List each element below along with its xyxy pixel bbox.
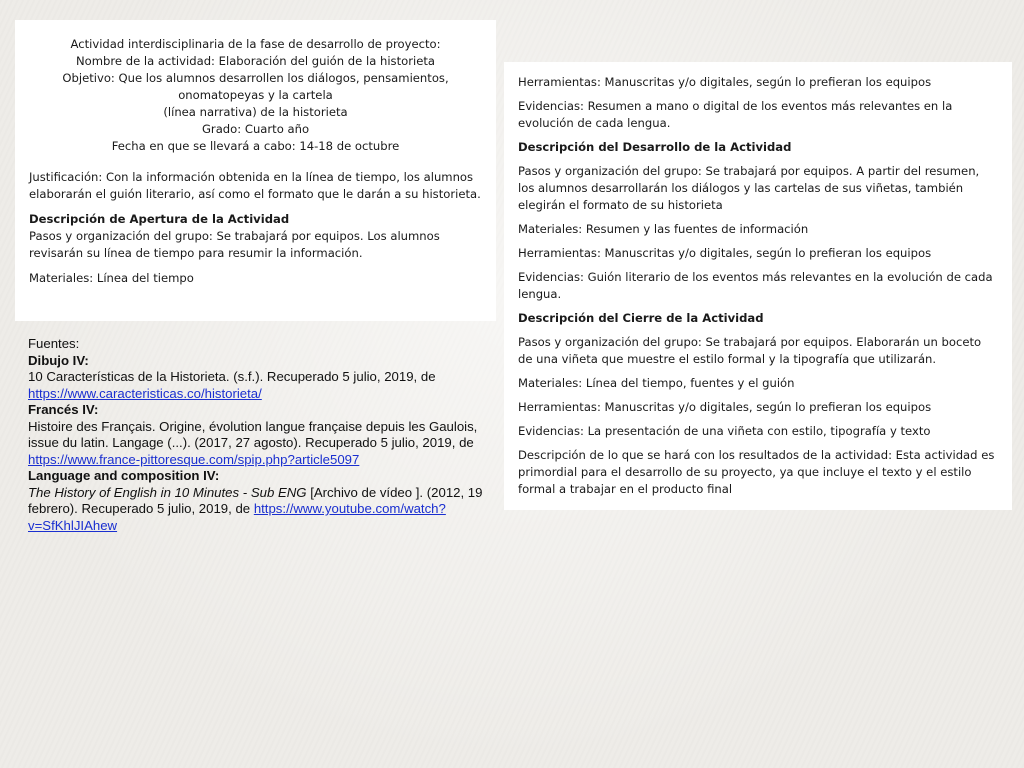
activity-objective: Objetivo: Que los alumnos desarrollen los diálogos, pensamientos, onomatopeyas y la cartela (línea narrativa) de la historieta [62, 71, 449, 119]
drawing-label: Dibujo IV: [28, 352, 89, 368]
left-document-scan [15, 20, 496, 321]
activity-name: Nombre de la actividad: Elaboración del guión de la historieta [75, 54, 436, 68]
development-heading: Descripción del Desarrollo de la Actividad [518, 140, 792, 154]
opening-steps: Pasos y organización del grupo: Se trabajará por equipos. Los alumnos revisarán su línea de tiempo para resumir la información. [29, 229, 440, 260]
french-source-link[interactable]: https://www.france-pittoresque.com/spip.php?article5097 [28, 451, 360, 467]
sources-heading: Fuentes: [28, 336, 80, 351]
english-reference: The History of English in 10 Minutes - Sub ENG [Archivo de vídeo ]. (2012, 19 febrero). Recuperado 5 julio, 2019, de https://www.youtube.com/watch?v=SfKhlJIAhew [28, 484, 483, 533]
activity-title: Actividad interdisciplinaria de la fase de desarrollo de proyecto: [70, 37, 441, 51]
materials-2: Materiales: Resumen y las fuentes de información [518, 222, 809, 236]
english-label: Language and composition IV: [28, 468, 220, 483]
activity-date: Fecha en que se llevará a cabo: 14-18 de octubre [111, 139, 400, 153]
evidence-1: Evidencias: Resumen a mano o digital de los eventos más relevantes en la evolución de cada lengua. [518, 99, 953, 130]
sources-section [28, 336, 498, 534]
activity-grade: Grado: Cuarto año [201, 122, 310, 136]
tools-3: Herramientas: Manuscritas y/o digitales, según lo prefieran los equipos [518, 400, 932, 414]
tools-2: Herramientas: Manuscritas y/o digitales, según lo prefieran los equipos [518, 246, 932, 260]
french-label: Francés IV: [28, 402, 99, 417]
english-source-link[interactable]: https://www.youtube.com/watch?v=SfKhlJIAhew [28, 501, 446, 533]
french-reference: Histoire des Français. Origine, évolution langue française depuis les Gaulois, issue du latin. Langage (...). (2017, 27 agosto). Recuperado 5 julio, 2019, de https://www.france-pittoresque.com/spip.php?article5097 [28, 418, 478, 467]
opening-materials: Materiales: Línea del tiempo [29, 271, 194, 285]
justification: Justificación: Con la información obtenida en la línea de tiempo, los alumnos elaborarán el guión literario, así como el formato que le darán a su historieta. [29, 170, 481, 201]
opening-heading: Descripción de Apertura de la Actividad [29, 212, 290, 226]
results-description: Descripción de lo que se hará con los resultados de la actividad: Esta actividad es primordial para el desarrollo de su proyecto, ya que incluye el texto y el estilo formal a trabajar en el producto final [518, 448, 995, 496]
right-document-scan [504, 62, 1012, 510]
tools-1: Herramientas: Manuscritas y/o digitales, según lo prefieran los equipos [518, 75, 932, 89]
drawing-source-link[interactable]: https://www.caracteristicas.co/historieta/ [28, 385, 262, 401]
evidence-3: Evidencias: La presentación de una viñeta con estilo, tipografía y texto [518, 424, 931, 438]
english-video-title: The History of English in 10 Minutes - Sub ENG [28, 484, 307, 500]
closing-steps: Pasos y organización del grupo: Se trabajará por equipos. Elaborarán un boceto de una viñeta que muestre el estilo formal y la tipografía que utilizarán. [518, 335, 982, 366]
closing-heading: Descripción del Cierre de la Actividad [518, 311, 764, 325]
materials-3: Materiales: Línea del tiempo, fuentes y el guión [518, 376, 795, 390]
evidence-2: Evidencias: Guión literario de los eventos más relevantes en la evolución de cada lengua. [518, 270, 993, 301]
drawing-reference: 10 Características de la Historieta. (s.f.). Recuperado 5 julio, 2019, de https://www.caracteristicas.co/historieta/ [28, 369, 436, 401]
development-steps: Pasos y organización del grupo: Se trabajará por equipos. A partir del resumen, los alumnos desarrollarán los diálogos y las cartelas de sus viñetas, también elegirán el formato de su historieta [518, 164, 980, 212]
